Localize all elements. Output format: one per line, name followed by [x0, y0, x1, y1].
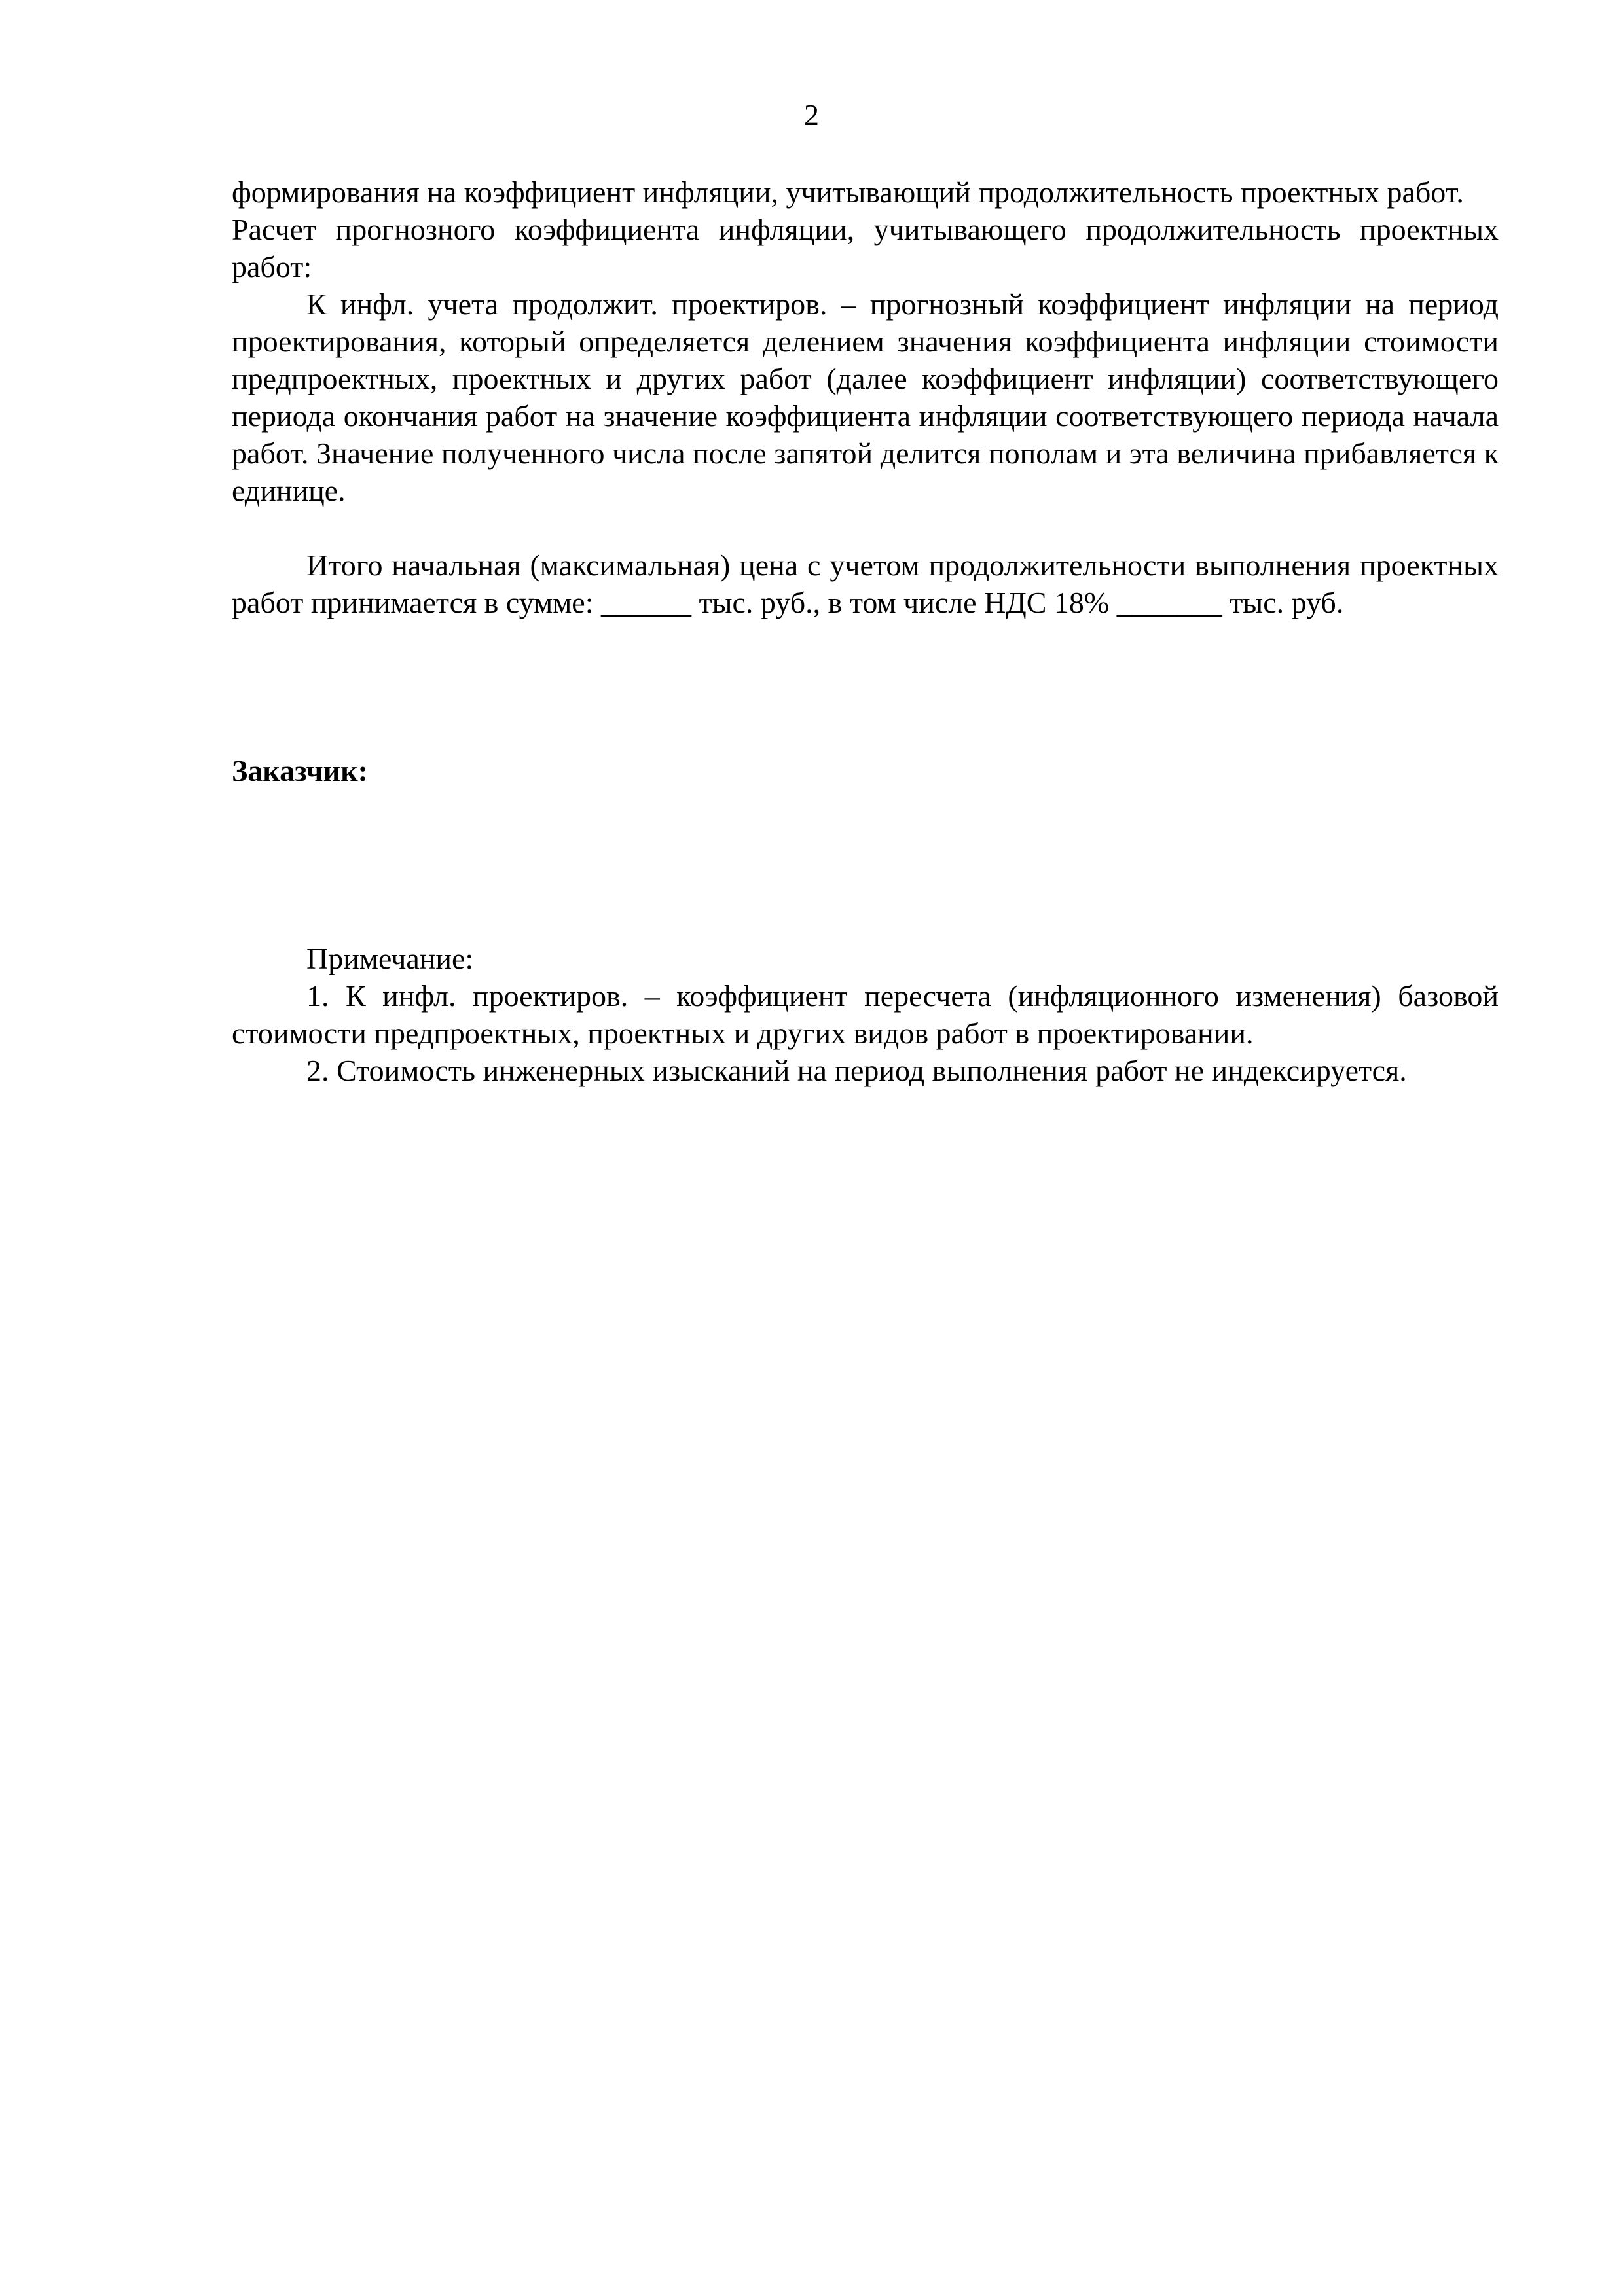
paragraph-total-price: Итого начальная (максимальная) цена с учетом продолжительности выполнения проектных работ принимается в сумме: ______ тыс. руб., в том числе НДС 18% _______ тыс. руб. [232, 548, 1499, 619]
paragraph-calculation-heading: Расчет прогнозного коэффициента инфляции, учитывающего продолжительность проектных работ: [232, 213, 1499, 283]
customer-label: Заказчик: [232, 754, 368, 787]
note-item: 1. К инфл. проектиров. – коэффициент пересчета (инфляционного изменения) базовой стоимости предпроектных, проектных и других видов работ в проектировании. [232, 979, 1499, 1050]
notes-title: Примечание: [306, 942, 474, 975]
paragraph-formation: формирования на коэффициент инфляции, учитывающий продолжительность проектных работ. [232, 175, 1464, 209]
document-body [232, 173, 1499, 1089]
note-item: 2. Стоимость инженерных изысканий на период выполнения работ не индексируется. [306, 1054, 1407, 1087]
paragraph-coefficient-definition: К инфл. учета продолжит. проектиров. – прогнозный коэффициент инфляции на период проектирования, который определяется делением значения коэффициента инфляции стоимости предпроектных, проектных и других работ (далее коэффициент инфляции) соответствующего периода окончания работ на значение коэффициента инфляции соответствующего периода начала работ. Значение полученного числа после запятой делится пополам и эта величина прибавляется к единице. [232, 287, 1499, 507]
page-number: 2 [804, 98, 819, 132]
